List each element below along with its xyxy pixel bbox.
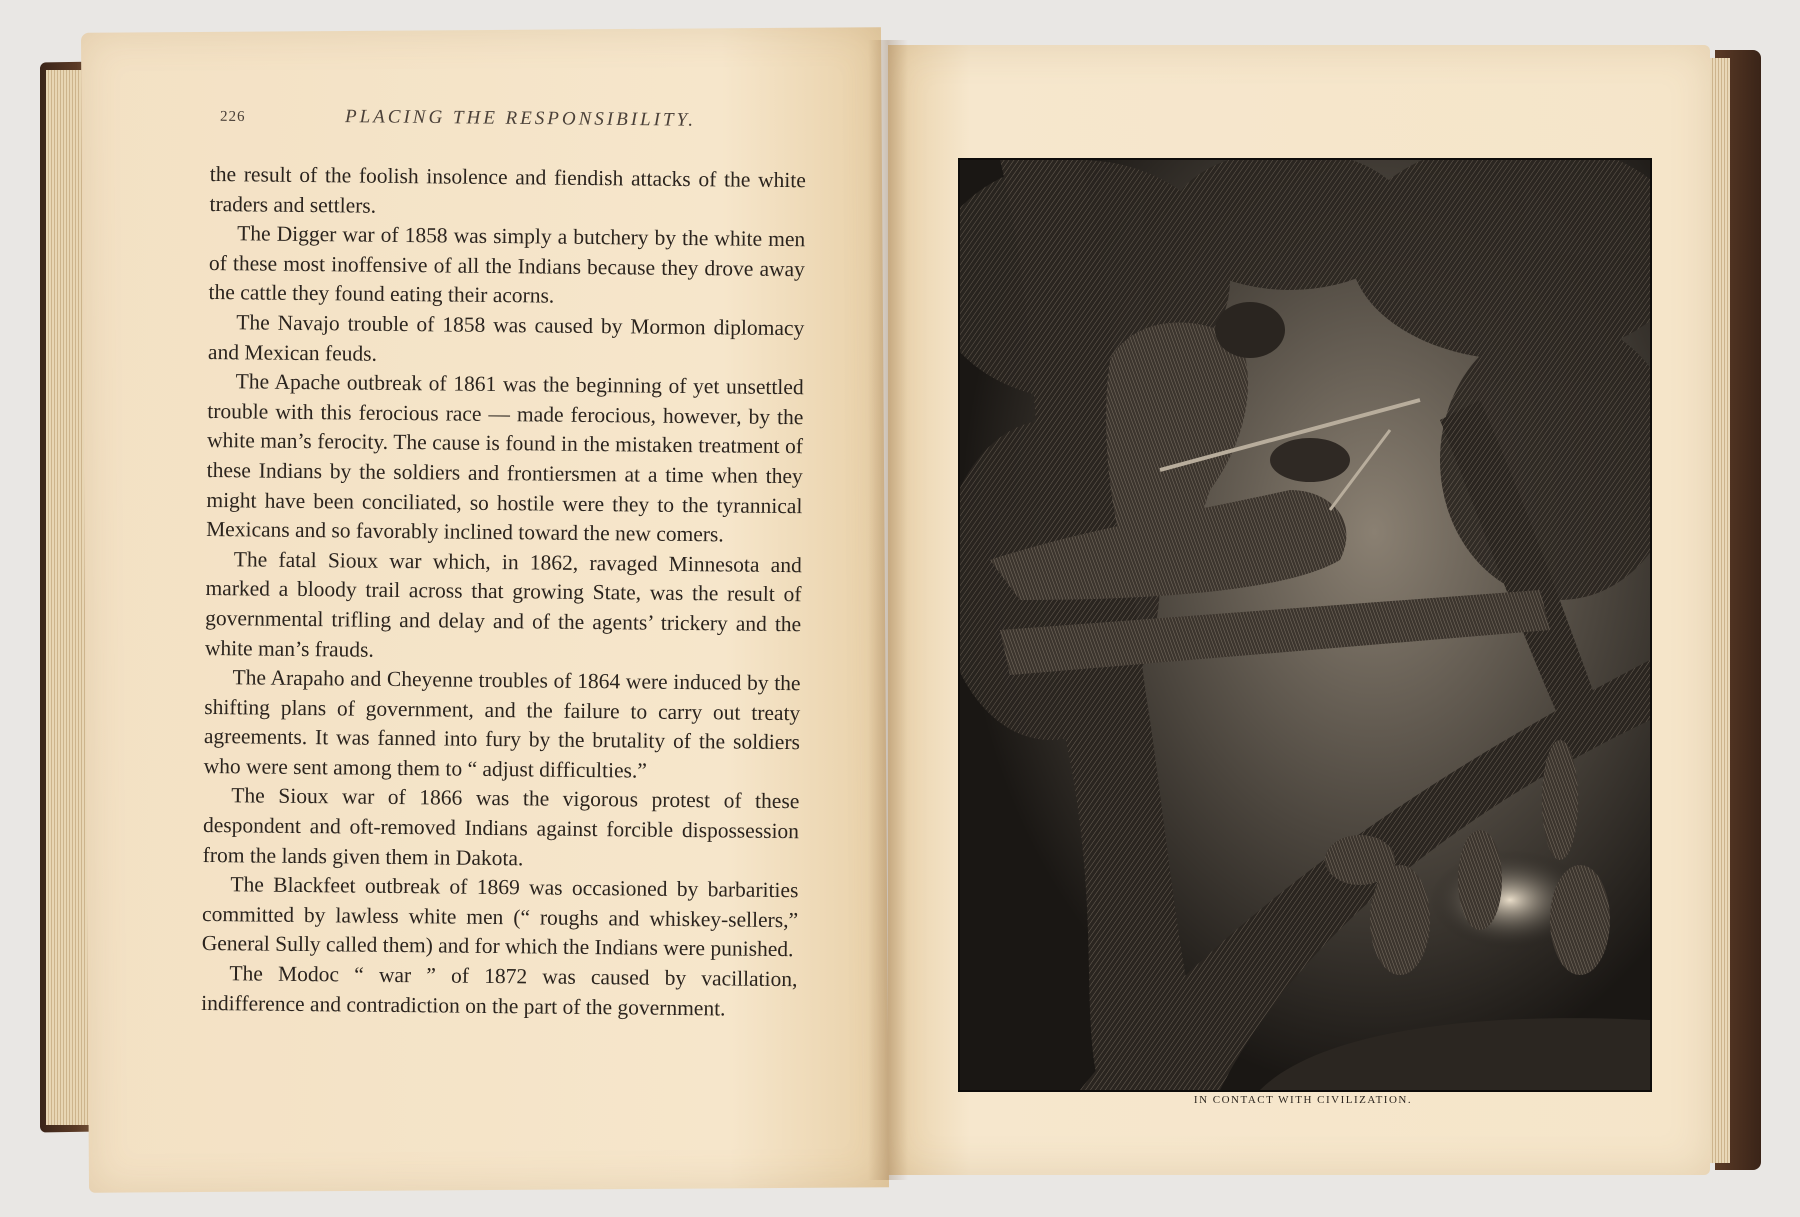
paragraph: The Navajo trouble of 1858 was caused by Mormon diplomacy and Mexican feuds.	[207, 310, 805, 366]
page-number: 226	[219, 108, 246, 126]
engraving-illustration	[958, 158, 1652, 1092]
paragraph: The Arapaho and Cheyenne troubles of 1864 were induced by the shifting plans of government, and the failure to carry out treaty agreements. It was fanned into fury by the brutality of the soldiers who were sent among them to “ adjust difficulties.”	[203, 665, 801, 783]
paragraph: The Blackfeet outbreak of 1869 was occasioned by barbarities committed by lawless white men (“ roughs and whiskey-sellers,” General Sully called them) and for which the Indians were punished.	[201, 872, 799, 962]
running-head: PLACING THE RESPONSIBILITY.	[344, 106, 697, 131]
body-text	[201, 160, 806, 1024]
paragraph: The Sioux war of 1866 was the vigorous protest of these despondent and oft-removed Indians against forcible dispossession from the lands given them in Dakota.	[202, 783, 800, 870]
paragraph: The Digger war of 1858 was simply a butchery by the white men of these most inoffensive of all the Indians because they drove away the cattle they found eating their acorns.	[208, 221, 806, 308]
book-gutter	[868, 40, 908, 1180]
paragraph: The Modoc “ war ” of 1872 was caused by vacillation, indifference and contradiction on the part of the government.	[201, 961, 798, 1021]
illustration-caption: IN CONTACT WITH CIVILIZATION.	[1193, 1094, 1413, 1106]
engraving-artwork	[960, 160, 1650, 1090]
paragraph: The Apache outbreak of 1861 was the beginning of yet unsettled trouble with this ferocious race — made ferocious, however, by the white man’s ferocity. The cause is found in the mistaken treatment of these Indians by the soldiers and frontiersmen at a time when they might have been conciliated, so hostile were they to the tyrannical Mexicans and so favorably inclined toward the new comers.	[206, 369, 804, 547]
paragraph: The fatal Sioux war which, in 1862, ravaged Minnesota and marked a bloody trail across that growing State, was the result of governmental trifling and delay and of the agents’ trickery and the white man’s frauds.	[204, 546, 802, 662]
paragraph: the result of the foolish insolence and fiendish attacks of the white traders and settlers.	[209, 161, 806, 218]
